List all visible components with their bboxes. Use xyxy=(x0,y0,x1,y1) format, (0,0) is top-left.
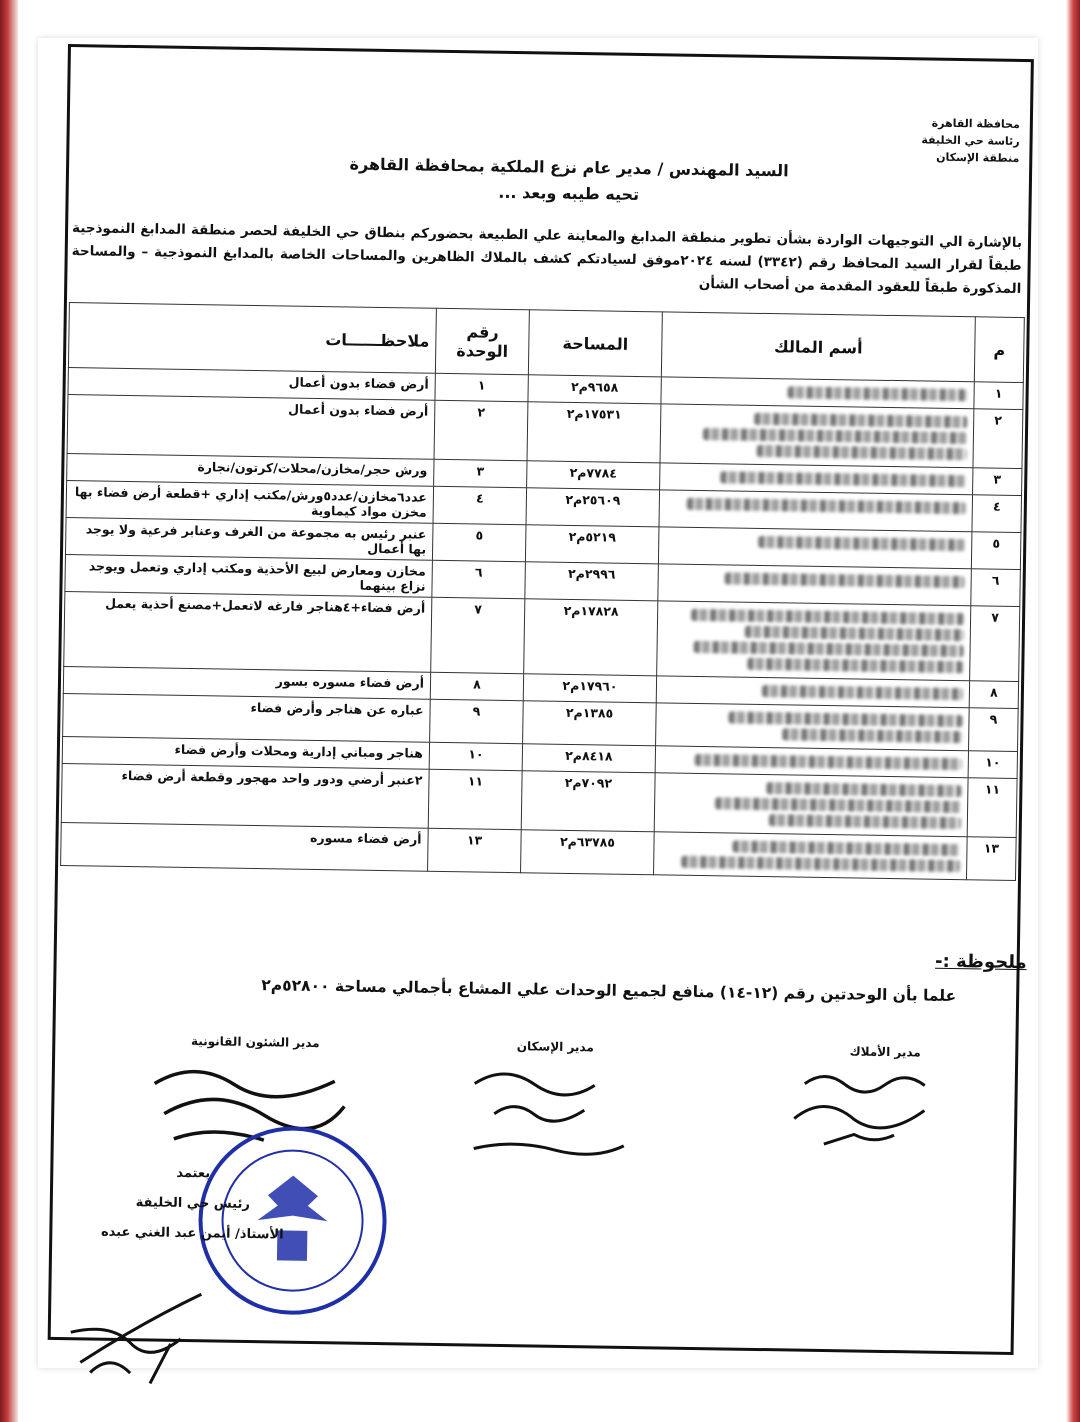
cell-area: ٧٧٨٤م٢ xyxy=(527,461,660,490)
addressee-block xyxy=(339,151,800,210)
cell-notes: أرض فضاء بدون أعمال xyxy=(68,368,435,401)
redacted-owner-name xyxy=(762,685,963,700)
signature-title-housing: مدير الإسكان xyxy=(516,1039,594,1055)
cell-area: ٥٢١٩م٢ xyxy=(525,525,659,564)
redacted-owner-name xyxy=(703,428,967,444)
header-area: المساحة xyxy=(528,310,662,377)
handwritten-signature-icon xyxy=(764,1063,1006,1167)
document-sheet xyxy=(38,38,1038,1368)
cell-unit: ١ xyxy=(435,373,528,401)
cell-unit: ٤ xyxy=(433,486,527,524)
cell-area: ٢٥٦٠٩م٢ xyxy=(526,488,660,527)
intro-paragraph: بالإشارة الي التوجيهات الواردة بشأن تطوير منطقة المدابغ والمعاينة علي الطبيعة بحضوركم بنطاق حي الخليفة لحصر منطقة المدابغ النموذجية طبقاً لقرار السيد المحافظ رقم (٣٣٤٢) لسنه ٢٠٢٤موفق لسيادتكم كشف بالملاك الظاهرين والمساحات الخاصة بالمدابغ النموذجية – والمساحة المذكورة طبقاً للعقود المقدمة من أصحاب الشأن xyxy=(71,220,1023,298)
cell-no: ١٠ xyxy=(968,751,1017,779)
cell-no: ١ xyxy=(974,382,1023,410)
cell-area: ٨٤١٨م٢ xyxy=(522,744,655,773)
cell-no: ٦ xyxy=(971,569,1021,607)
redacted-owner-name xyxy=(687,498,966,514)
cell-notes: ٢عنبر أرضي ودور واحد مهجور وقطعة أرض فضاء xyxy=(61,763,429,828)
cell-area: ٦٣٧٨٥م٢ xyxy=(521,830,655,875)
greeting-line: تحيه طيبه وبعد ... xyxy=(498,182,640,204)
note-text: علما بأن الوحدتين رقم (١٢-١٤) منافع لجميع الوحدات علي المشاع بأجمالي مساحة ٥٢٨٠٠م٢ xyxy=(261,976,957,1006)
redacted-owner-name xyxy=(732,841,960,857)
approval-title: رئيس حي الخليفة xyxy=(135,1195,251,1212)
cell-no: ١٣ xyxy=(966,837,1016,881)
redacted-owner-name xyxy=(782,728,962,743)
cell-area: ١٣٨٥م٢ xyxy=(523,701,657,746)
cell-no: ٩ xyxy=(969,708,1019,752)
cell-notes: أرض فضاء مسوره بسور xyxy=(63,667,430,700)
cell-notes: عباره عن هناجر وأرض فضاء xyxy=(63,694,431,743)
redacted-owner-name xyxy=(681,856,960,872)
redacted-owner-name xyxy=(747,658,963,673)
cell-unit: ١٠ xyxy=(429,742,522,770)
issuing-organization xyxy=(869,114,1020,167)
cell-notes: عنبر رئيس به مجموعة من الغرف وعنابر فرعية ولا يوجد بها أعمال xyxy=(65,518,433,561)
org-line-department: منطقة الإسكان xyxy=(936,150,1020,165)
cell-unit: ٧ xyxy=(431,597,525,673)
photo-edge-right xyxy=(1066,0,1080,1422)
signature-title-legal: مدير الشئون القانونية xyxy=(190,1034,320,1051)
document-frame xyxy=(48,44,1034,1355)
cell-notes: أرض فضاء مسوره xyxy=(61,822,429,871)
handwritten-signature-icon xyxy=(434,1058,676,1162)
approval-label: يعتمد xyxy=(176,1165,211,1182)
redacted-owner-name xyxy=(745,626,964,641)
cell-notes: هناجر ومباني إدارية ومحلات وأرض فضاء xyxy=(62,737,429,770)
handwritten-signature-icon xyxy=(50,1272,212,1394)
cell-unit: ١٣ xyxy=(428,828,522,872)
cell-unit: ٩ xyxy=(430,699,524,743)
signature-title-estate: مدير الأملاك xyxy=(849,1044,921,1060)
cell-area: ٢٩٩٦م٢ xyxy=(525,562,659,601)
redacted-owner-name xyxy=(757,445,967,460)
cell-owner-redacted xyxy=(660,404,974,468)
cell-no: ٥ xyxy=(971,532,1021,570)
cell-unit: ٦ xyxy=(432,560,526,598)
cell-owner-redacted xyxy=(658,564,972,606)
redacted-owner-name xyxy=(691,609,964,625)
cell-owner-redacted xyxy=(659,490,973,532)
header-owner: أسم المالك xyxy=(661,312,975,382)
owners-table xyxy=(60,302,1025,881)
redacted-owner-name xyxy=(715,797,961,813)
redacted-owner-name xyxy=(766,782,961,797)
org-line-district: رئاسة حي الخليفة xyxy=(921,133,1020,148)
cell-owner-redacted xyxy=(656,703,970,751)
cell-unit: ٨ xyxy=(430,672,523,700)
cell-unit: ٣ xyxy=(434,459,527,487)
cell-unit: ١١ xyxy=(428,769,522,829)
signature-housing-manager xyxy=(434,1038,676,1162)
cell-area: ١٧٥٣١م٢ xyxy=(527,402,661,463)
cell-area: ٩٦٥٨م٢ xyxy=(528,375,661,404)
approval-block xyxy=(92,1158,293,1251)
cell-owner-redacted xyxy=(658,527,972,569)
addressee-line: السيد المهندس / مدير عام نزع الملكية بمحافظة القاهرة xyxy=(349,154,789,181)
cell-no: ٧ xyxy=(970,606,1020,682)
redacted-owner-name xyxy=(769,814,961,829)
cell-no: ٨ xyxy=(969,681,1018,709)
cell-owner-redacted xyxy=(654,832,968,880)
photo-edge-left xyxy=(0,0,18,1422)
cell-notes: أرض فضاء بدون أعمال xyxy=(67,395,435,460)
note-title: ملحوظة :- xyxy=(934,950,1027,974)
org-line-governorate: محافظة القاهرة xyxy=(931,116,1020,131)
cell-notes: أرض فضاء+٤هناجر فارغه لاتعمل+مصنع أحذية يعمل xyxy=(64,592,432,673)
cell-no: ٤ xyxy=(972,495,1022,533)
cell-owner-redacted xyxy=(654,773,968,837)
cell-unit: ٢ xyxy=(434,400,528,460)
cell-no: ١١ xyxy=(967,778,1017,838)
cell-owner-redacted xyxy=(657,601,971,681)
redacted-owner-name xyxy=(720,471,966,487)
cell-no: ٣ xyxy=(973,468,1022,496)
redacted-owner-name xyxy=(695,754,962,770)
cell-area: ١٧٩٦٠م٢ xyxy=(523,674,656,703)
cell-no: ٢ xyxy=(973,409,1023,469)
header-notes: ملاحظــــــات xyxy=(68,303,436,374)
cell-unit: ٥ xyxy=(432,523,526,561)
redacted-owner-name xyxy=(694,641,964,657)
redacted-owner-name xyxy=(758,536,965,551)
redacted-owner-name xyxy=(754,413,967,428)
approval-name: الأستاذ/ أيمن عبد الغني عبده xyxy=(100,1224,284,1243)
redacted-owner-name xyxy=(788,386,968,401)
cell-area: ١٧٨٢٨م٢ xyxy=(524,599,658,676)
cell-notes: عدد٦مخازن/عدد٥ورش/مكتب إداري +قطعة أرض فضاء بها مخزن مواد كيماوية xyxy=(66,481,434,524)
redacted-owner-name xyxy=(725,572,965,588)
header-unit: رقم الوحدة xyxy=(435,308,529,374)
cell-notes: مخازن ومعارض لبيع الأحذية ومكتب إداري وتعمل ويوجد نزاع بينهما xyxy=(65,555,433,598)
header-no: م xyxy=(974,317,1024,383)
redacted-owner-name xyxy=(728,711,962,727)
cell-notes: ورش حجر/مخازن/محلات/كرتون/نجارة xyxy=(67,454,434,487)
cell-area: ٧٠٩٢م٢ xyxy=(521,771,655,832)
signature-estate-manager xyxy=(764,1043,1006,1167)
